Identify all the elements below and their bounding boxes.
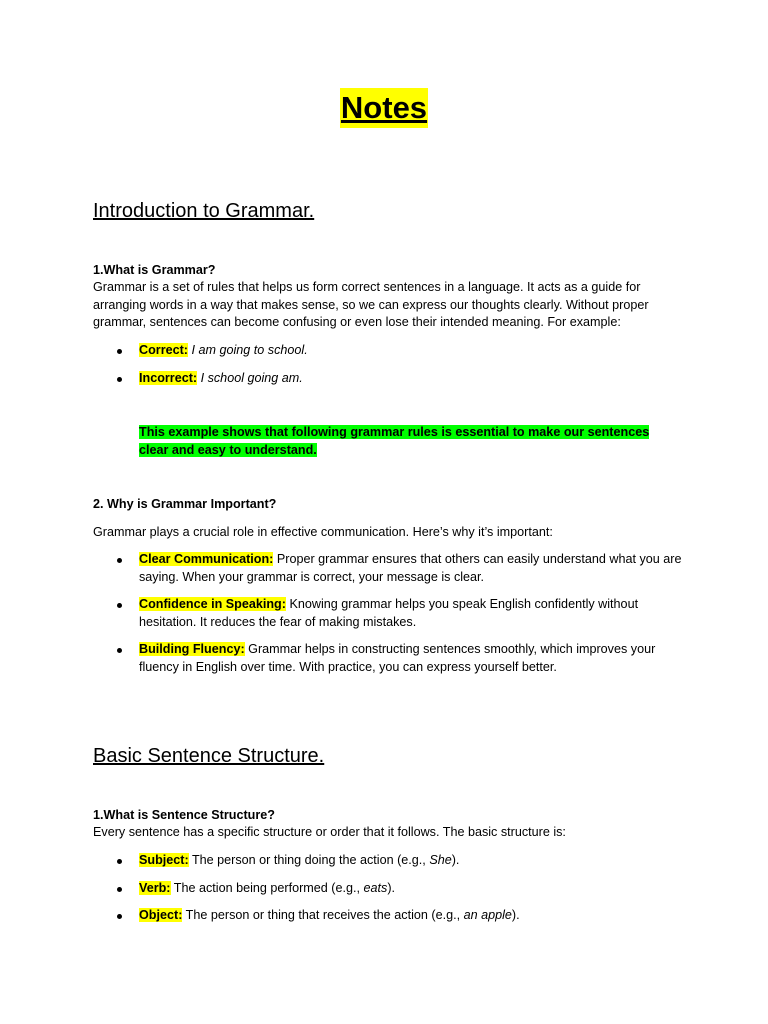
list-item [93, 342, 683, 360]
bullet-text-end: ). [511, 908, 520, 922]
bullet-icon [117, 914, 122, 919]
bullet-text: The person or thing that receives the action (e.g., [185, 908, 464, 922]
list-item [93, 852, 683, 870]
section-heading-structure: Basic Sentence Structure. [93, 745, 325, 767]
bullet-icon [117, 558, 122, 563]
list-item [93, 596, 683, 631]
bullet-text: The person or thing doing the action (e.g., [191, 853, 430, 867]
bullet-list-importance [93, 551, 683, 676]
bullet-icon [117, 349, 122, 354]
bullet-text: Grammar helps in constructing sentences smoothly, which improves your fluency in English over time. With practice, you can express yourself better. [139, 642, 656, 674]
highlighted-note-text: This example shows that following grammar rules is essential to make our sentences clear and easy to understand. [139, 425, 650, 457]
bullet-example: an apple [463, 908, 512, 922]
list-item [93, 370, 683, 388]
bullet-text: I school going am. [200, 370, 303, 385]
bullet-label: Building Fluency: [139, 642, 245, 656]
bullet-text: I am going to school. [191, 343, 308, 357]
subheading-why-grammar-important: 2. Why is Grammar Important? [93, 497, 277, 511]
bullet-icon [117, 859, 122, 864]
bullet-icon [117, 377, 122, 382]
list-item [93, 641, 683, 676]
section-heading-intro: Introduction to Grammar. [93, 200, 315, 222]
bullet-label: Confidence in Speaking: [139, 597, 286, 611]
bullet-label: Object: [139, 908, 183, 922]
bullet-label: Incorrect: [139, 370, 198, 385]
bullet-text-end: ). [387, 880, 396, 895]
highlighted-note [139, 424, 679, 459]
subheading-what-is-grammar: 1.What is Grammar? [93, 263, 216, 277]
paragraph-why-grammar-important: Grammar plays a crucial role in effective communication. Here’s why it’s important: [93, 525, 553, 539]
bullet-text-end: ). [451, 853, 460, 867]
bullet-example: She [429, 853, 452, 867]
bullet-list-structure [93, 852, 683, 925]
bullet-icon [117, 887, 122, 892]
paragraph-what-is-grammar: Grammar is a set of rules that helps us form correct sentences in a language. It acts as a guide for arranging words in a way that makes sense, so we can express our thoughts clearly. Without proper grammar, sentences can become confusing or even lose their intended meaning. For example: [93, 280, 649, 329]
bullet-text: The action being performed (e.g., [173, 880, 364, 895]
bullet-label: Subject: [139, 853, 189, 867]
bullet-label: Correct: [139, 343, 188, 357]
list-item [93, 880, 683, 898]
list-item [93, 907, 683, 925]
bullet-label: Verb: [139, 880, 171, 895]
bullet-text: Proper grammar ensures that others can easily understand what you are saying. When your grammar is correct, your message is clear. [139, 552, 682, 584]
bullet-label: Clear Communication: [139, 552, 274, 566]
bullet-list-examples [93, 342, 683, 387]
paragraph-sentence-structure: Every sentence has a specific structure or order that it follows. The basic structure is: [93, 825, 566, 839]
title-wrap [93, 88, 675, 128]
bullet-icon [117, 603, 122, 608]
bullet-example: eats [363, 880, 388, 895]
page-title: Notes [340, 88, 428, 128]
list-item [93, 551, 683, 586]
bullet-text: Knowing grammar helps you speak English confidently without hesitation. It reduces the fear of making mistakes. [139, 597, 639, 629]
bullet-icon [117, 648, 122, 653]
subheading-what-is-sentence-structure: 1.What is Sentence Structure? [93, 808, 275, 822]
